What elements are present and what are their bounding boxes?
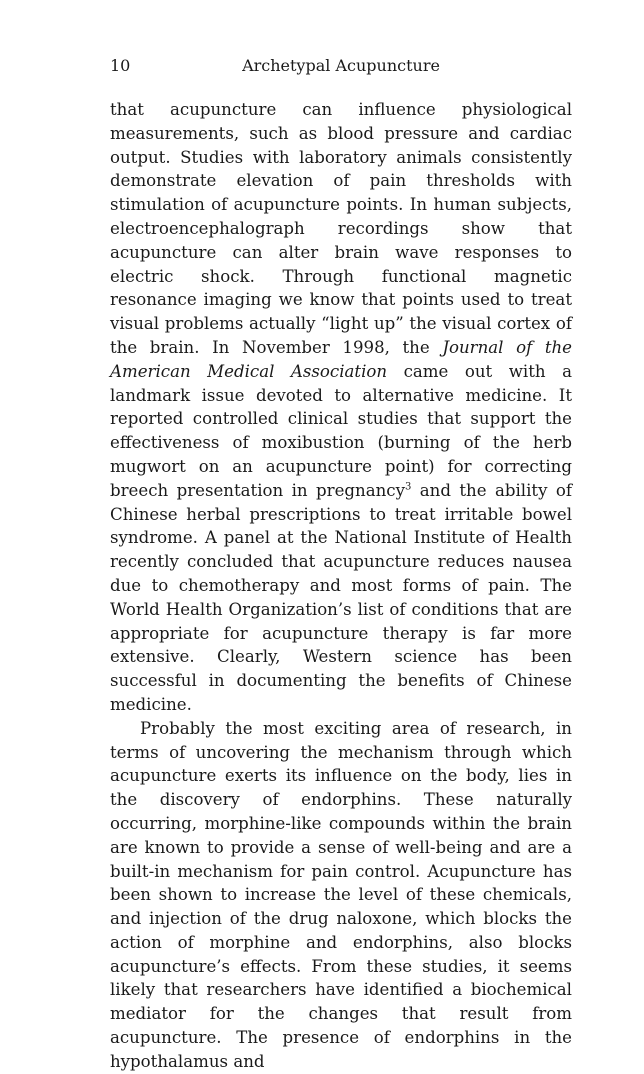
footnote-reference: 3 [404, 481, 412, 493]
paragraph-1-text-c: and the ability of Chinese herbal prescriptions to treat irritable bowel syndrome. A panel at the National Institute of Health recently concluded that acupuncture reduces nausea due to chemotherapy and most forms of pain. The World Health Organization’s list of conditions that are appropriate for acupuncture therapy is far more extensive. Clearly, Western science has been successful in documenting the benefits of Chinese medicine. [110, 480, 572, 714]
journal-title: Journal of the American Medical Association [110, 337, 572, 381]
paragraph-1-text-b: came out with a landmark issue devoted to alternative medicine. It reported controlled clinical studies that support the effectiveness of moxibustion (burning of the herb mugwort on an acupuncture point) for correcting breech presentation in pregnancy [110, 361, 572, 500]
paragraph-2: Probably the most exciting area of research, in terms of uncovering the mechanism through which acupuncture exerts its influence on the body, lies in the discovery of endorphins. These naturally occurring, morphine-like compounds within the brain are known to provide a sense of well-being and are a built-in mechanism for pain control. Acupuncture has been shown to increase the level of these chemicals, and injection of the drug naloxone, which blocks the action of morphine and endorphins, also blocks acupuncture’s effects. From these studies, it seems likely that researchers have identified a biochemical mediator for the changes that result from acupuncture. The presence of endorphins in the hypothalamus and [110, 718, 572, 1071]
body-text [110, 98, 572, 1074]
paragraph-1-text-a: that acupuncture can influence physiological measurements, such as blood pressure and cardiac output. Studies with laboratory animals consistently demonstrate elevation of pain thresholds with stimulation of acupuncture points. In human subjects, electroencephalograph recordings show that acupuncture can alter brain wave responses to electric shock. Through functional magnetic resonance imaging we know that points used to treat visual problems actually “light up” the visual cortex of the brain. In November 1998, the [110, 100, 572, 357]
running-head [110, 56, 572, 80]
running-title: Archetypal Acupuncture [242, 56, 440, 75]
page-number: 10 [110, 56, 131, 75]
paragraph-1 [110, 98, 572, 717]
